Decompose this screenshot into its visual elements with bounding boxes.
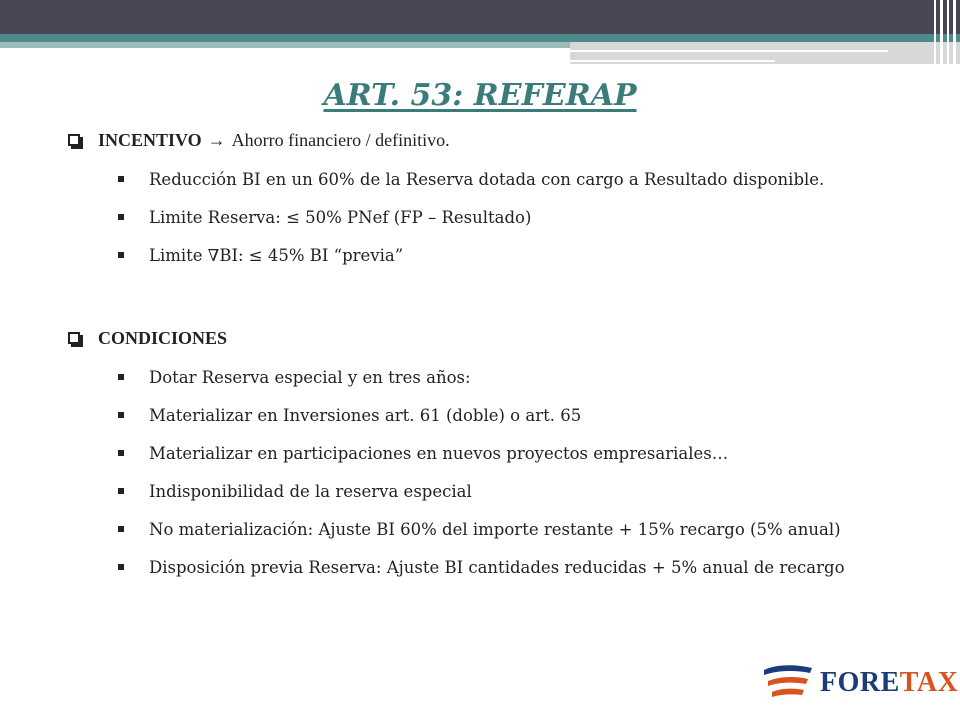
header-band-light — [0, 42, 570, 48]
list-item: Indisponibilidad de la reserva especial — [68, 472, 948, 510]
list-item: Materializar en Inversiones art. 61 (doble) o art. 65 — [68, 396, 948, 434]
square-bullet-icon — [118, 564, 124, 570]
square-bullet-icon — [118, 488, 124, 494]
section-label: INCENTIVO — [98, 129, 202, 150]
square-bullet-icon — [118, 374, 124, 380]
checkbox-bullet-icon — [68, 134, 80, 146]
list-item: Materializar en participaciones en nuevos proyectos empresariales… — [68, 434, 948, 472]
foretax-logo — [762, 662, 959, 702]
foretax-logo-text: FORETAX — [820, 667, 959, 698]
section-detail: Ahorro financiero / definitivo. — [231, 129, 450, 150]
header-line — [570, 50, 888, 52]
checkbox-bullet-icon — [68, 332, 80, 344]
section-heading — [68, 120, 948, 160]
foretax-logo-mark-icon — [762, 662, 814, 702]
list-item: Limite Reserva: ≤ 50% PNef (FP – Resultado) — [68, 198, 948, 236]
header-band-teal — [0, 34, 960, 42]
list-item: No materialización: Ajuste BI 60% del importe restante + 15% recargo (5% anual) — [68, 510, 948, 548]
header-band-dark — [0, 0, 960, 34]
slide-content — [68, 120, 948, 586]
square-bullet-icon — [118, 526, 124, 532]
square-bullet-icon — [118, 450, 124, 456]
bullet-list — [68, 160, 948, 274]
square-bullet-icon — [118, 412, 124, 418]
section-condiciones — [68, 318, 948, 586]
list-item: Dotar Reserva especial y en tres años: — [68, 358, 948, 396]
header-decor-bars — [930, 0, 960, 64]
header-line — [570, 60, 775, 62]
section-incentivo — [68, 120, 948, 274]
list-item: Limite ∇BI: ≤ 45% BI “previa” — [68, 236, 948, 274]
list-item: Reducción BI en un 60% de la Reserva dotada con cargo a Resultado disponible. — [68, 160, 948, 198]
list-item: Disposición previa Reserva: Ajuste BI cantidades reducidas + 5% anual de recargo — [68, 548, 948, 586]
bullet-list — [68, 358, 948, 586]
square-bullet-icon — [118, 176, 124, 182]
section-label: CONDICIONES — [98, 327, 228, 348]
slide-title: ART. 53: REFERAP — [323, 78, 637, 113]
square-bullet-icon — [118, 214, 124, 220]
square-bullet-icon — [118, 252, 124, 258]
section-heading — [68, 318, 948, 358]
arrow-icon: → — [207, 129, 226, 150]
